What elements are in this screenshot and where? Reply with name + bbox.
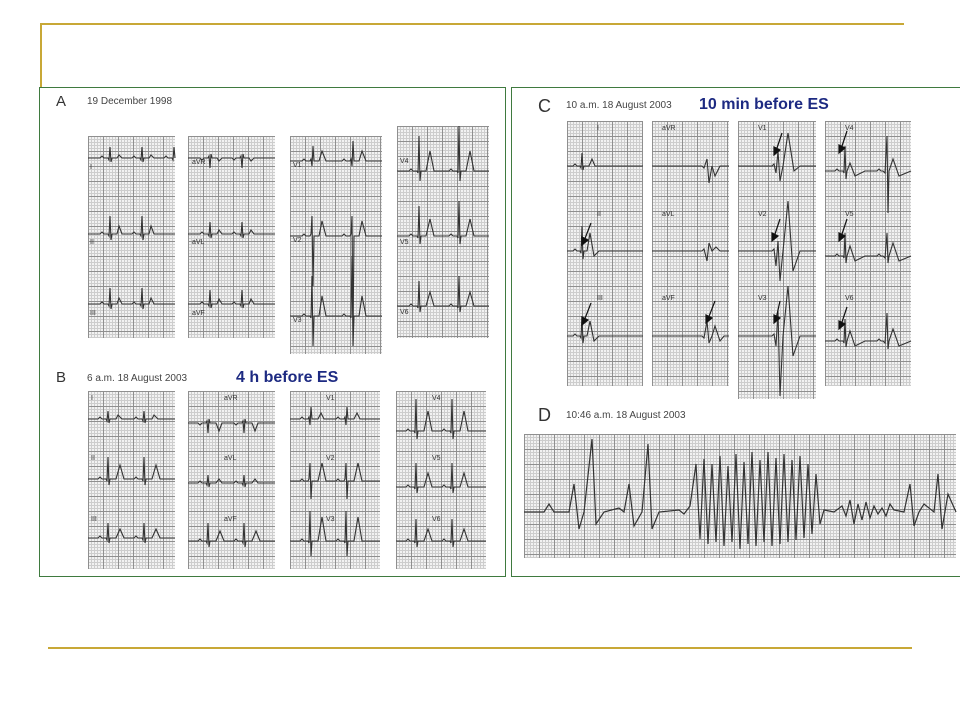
lead-label: V1	[326, 395, 335, 402]
lead-label: V3	[326, 516, 335, 523]
panel-b-letter: B	[56, 369, 67, 386]
lead-label: V6	[432, 516, 441, 523]
ecg-strip-b-v4-v6	[396, 391, 486, 569]
ecg-trace	[88, 147, 175, 309]
ecg-trace	[188, 154, 275, 308]
panel-a-date: 19 December 1998	[87, 96, 173, 107]
lead-label: aVR	[192, 159, 206, 166]
lead-label: V3	[293, 317, 302, 324]
ecg-strip-b-limb-leads	[88, 391, 175, 569]
lead-label: aVR	[224, 395, 238, 402]
lead-label: aVF	[192, 310, 205, 317]
lead-label: V5	[845, 211, 854, 218]
ecg-trace	[290, 407, 380, 556]
panel-d-letter: D	[538, 405, 551, 425]
ecg-trace	[88, 411, 175, 543]
lead-label: III	[91, 516, 97, 523]
lead-label: V2	[758, 211, 767, 218]
ecg-trace	[188, 419, 275, 547]
ecg-trace	[652, 159, 729, 343]
lead-label: II	[90, 239, 94, 246]
lead-label: V6	[845, 295, 854, 302]
lead-label: I	[597, 125, 599, 132]
lead-label: V5	[432, 455, 441, 462]
slide-bottom-rule	[48, 647, 912, 649]
lead-label: V2	[326, 455, 335, 462]
lead-label: V6	[400, 309, 409, 316]
ecg-strip-a-v4-v6	[397, 126, 489, 338]
lead-label: aVL	[662, 211, 675, 218]
lead-label: V5	[400, 239, 409, 246]
panel-d-date: 10:46 a.m. 18 August 2003	[566, 410, 686, 421]
lead-label: V4	[432, 395, 441, 402]
lead-label: V1	[758, 125, 767, 132]
ecg-strip-b-v1-v3	[290, 391, 380, 569]
lead-label: V1	[293, 162, 302, 169]
arrow-icon	[774, 133, 782, 155]
ecg-trace	[825, 136, 911, 349]
ecg-trace	[290, 141, 382, 346]
ecg-trace	[397, 126, 489, 312]
lead-label: aVF	[662, 295, 675, 302]
lead-label: II	[91, 455, 95, 462]
slide-top-rule	[40, 23, 904, 25]
lead-label: aVR	[662, 125, 676, 132]
arrow-icon	[774, 301, 780, 323]
ecg-strip-c-v1-v3	[738, 121, 816, 399]
annotation-10min-before-es: 10 min before ES	[699, 96, 829, 113]
arrow-icon	[839, 131, 847, 153]
ecg-strip-c-v4-v6	[825, 121, 911, 386]
panel-b-date: 6 a.m. 18 August 2003	[87, 373, 188, 384]
panel-c-letter: C	[538, 96, 551, 116]
ecg-strip-b-augmented-leads	[188, 391, 275, 569]
lead-label: III	[597, 295, 603, 302]
panel-c-date: 10 a.m. 18 August 2003	[566, 100, 672, 111]
ecg-trace	[396, 399, 486, 547]
ecg-trace	[524, 439, 956, 549]
ecg-figure-panels-a-b	[39, 87, 506, 577]
lead-label: V3	[758, 295, 767, 302]
panel-a-letter: A	[56, 93, 67, 110]
arrow-icon	[839, 307, 847, 329]
ecg-trace	[738, 133, 816, 396]
ecg-figure-panels-c-d	[511, 87, 960, 577]
lead-label: aVF	[224, 516, 237, 523]
ecg-strip-a-augmented-leads	[188, 136, 275, 338]
lead-label: I	[90, 164, 92, 171]
lead-label: V4	[400, 158, 409, 165]
lead-label: I	[91, 395, 93, 402]
lead-label: II	[597, 211, 601, 218]
arrow-icon	[706, 301, 715, 323]
annotation-4h-before-es: 4 h before ES	[236, 369, 339, 386]
arrow-icon	[839, 219, 847, 241]
arrow-icon	[772, 219, 780, 241]
lead-label: V4	[845, 125, 854, 132]
lead-label: aVL	[224, 455, 237, 462]
ecg-strip-a-v1-v3	[290, 136, 382, 354]
ecg-strip-c-limb-leads	[567, 121, 643, 386]
lead-label: III	[90, 310, 96, 317]
ecg-strip-c-augmented-leads	[652, 121, 729, 386]
ecg-rhythm-strip-d	[524, 434, 956, 558]
ecg-strip-a-limb-leads	[88, 136, 175, 338]
lead-label: V2	[293, 237, 302, 244]
ecg-trace	[567, 153, 643, 343]
slide-left-rule	[40, 23, 42, 87]
lead-label: aVL	[192, 239, 205, 246]
